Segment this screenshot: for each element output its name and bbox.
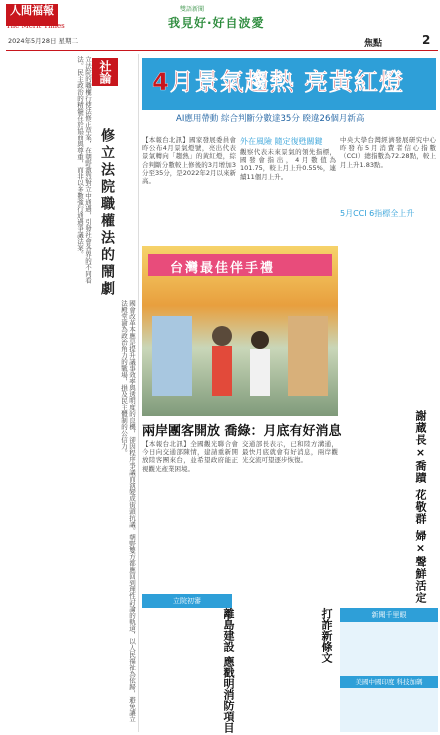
- masthead: [0, 0, 440, 48]
- vertical-headline-fraud: 打詐新條文: [320, 608, 333, 663]
- shelf-left: [152, 316, 192, 396]
- vertical-headline-islands: 離島建設 應戳明消防項目: [222, 608, 235, 733]
- shopper-head: [212, 326, 232, 346]
- hero-headline: 4月景氣趨熱 亮黃紅燈: [152, 68, 405, 96]
- store-sign: [148, 254, 332, 276]
- shopper-head: [251, 331, 269, 349]
- section-name: 焦點: [364, 39, 383, 49]
- newspaper-logo-en: The Merit Times: [6, 22, 65, 30]
- masthead-rule: [6, 50, 438, 51]
- slogan-small: 雙語新聞: [180, 6, 205, 13]
- editorial-body-continued: 國會改革本應是提升議事效率與透明度的良機，卻因程序爭議而演變成街頭抗議。朝野雙方都應回到理性討論的軌道，以人民福祉為依歸，避免讓立法殿堂淪為政治角力的戰場，損及民主體制的公信力。: [120, 300, 136, 723]
- story-column-3: 中央大學台灣經濟發展研究中心昨發布5月消費者信心指數（CCI）總指數為72.28點，較上月上升1.83點。: [340, 136, 436, 169]
- news-brief-heading: 新聞千里眼: [340, 608, 438, 622]
- page-number: 2: [422, 33, 431, 47]
- hero-banner: [142, 58, 436, 110]
- story-subhead-1: 外在風險 隨定復甦關鍵: [240, 137, 323, 146]
- shoppers-illustration: [142, 286, 338, 416]
- slogan: [160, 4, 270, 44]
- story-column-2: 觀察代表未來景氣的領先指標，國發會指出，4月數值為101.75，較上月上升0.55%，連續11個月上升。: [240, 148, 336, 181]
- vertical-headline-right: 謝蔵長×喬蹟 花敬群 婦×聲鮮活定: [414, 410, 427, 604]
- section-label: 立院初審: [142, 594, 232, 608]
- issue-date: 2024年5月28日 星期二: [8, 37, 79, 45]
- story-two-headline: 兩岸團客開放 喬綠：月底有好消息: [142, 424, 342, 439]
- slogan-big: 我見好·好自波愛: [168, 16, 265, 30]
- shopper-body: [250, 349, 270, 396]
- shopper-body: [212, 346, 232, 396]
- story-two-column-2: 交通部長表示，已和陸方溝通，最快月底就會有好消息，兩岸觀光交流可望逐步恢復。: [242, 440, 338, 465]
- story-column-1: 【本報台北訊】國家發展委員會昨公布4月景氣燈號，亮出代表景氣轉向「趨熱」的黃紅燈，綜合判斷分數較上修後的3月增加3分至35分，是2022年2月以來新高。: [142, 136, 236, 186]
- tech-brief-heading: 美國中國印度 科技加碼: [340, 676, 438, 688]
- story-subhead-2: 5月CCI 6指標全上升: [340, 209, 415, 218]
- editorial-title: 修立法院職權法的鬧劇: [99, 128, 115, 298]
- newspaper-logo: 人間福報: [6, 4, 58, 26]
- shelf-right: [288, 316, 328, 396]
- store-sign-text: 台灣最佳伴手禮: [170, 261, 276, 276]
- editorial-tag: 社論: [92, 58, 118, 86]
- editorial-body: 立法院的職權行使法修正草案，在朝野激烈對立中通過，引發社會各界的不同看法。民主政治的精髓在於協商與尊重，而非以多數強行通過爭議法案。: [76, 56, 92, 284]
- store-photo: [142, 246, 338, 416]
- hero-subheadline: AI應用帶動 綜合判斷分數達35分 睽違26個月新高: [176, 114, 365, 124]
- story-two-column-1: 【本報台北訊】全國觀光聯合會今日向交通部陳情，建請重新開放陸客團來台，並希望政府能正視觀光產業困境。: [142, 440, 238, 473]
- news-brief-box: [340, 608, 438, 732]
